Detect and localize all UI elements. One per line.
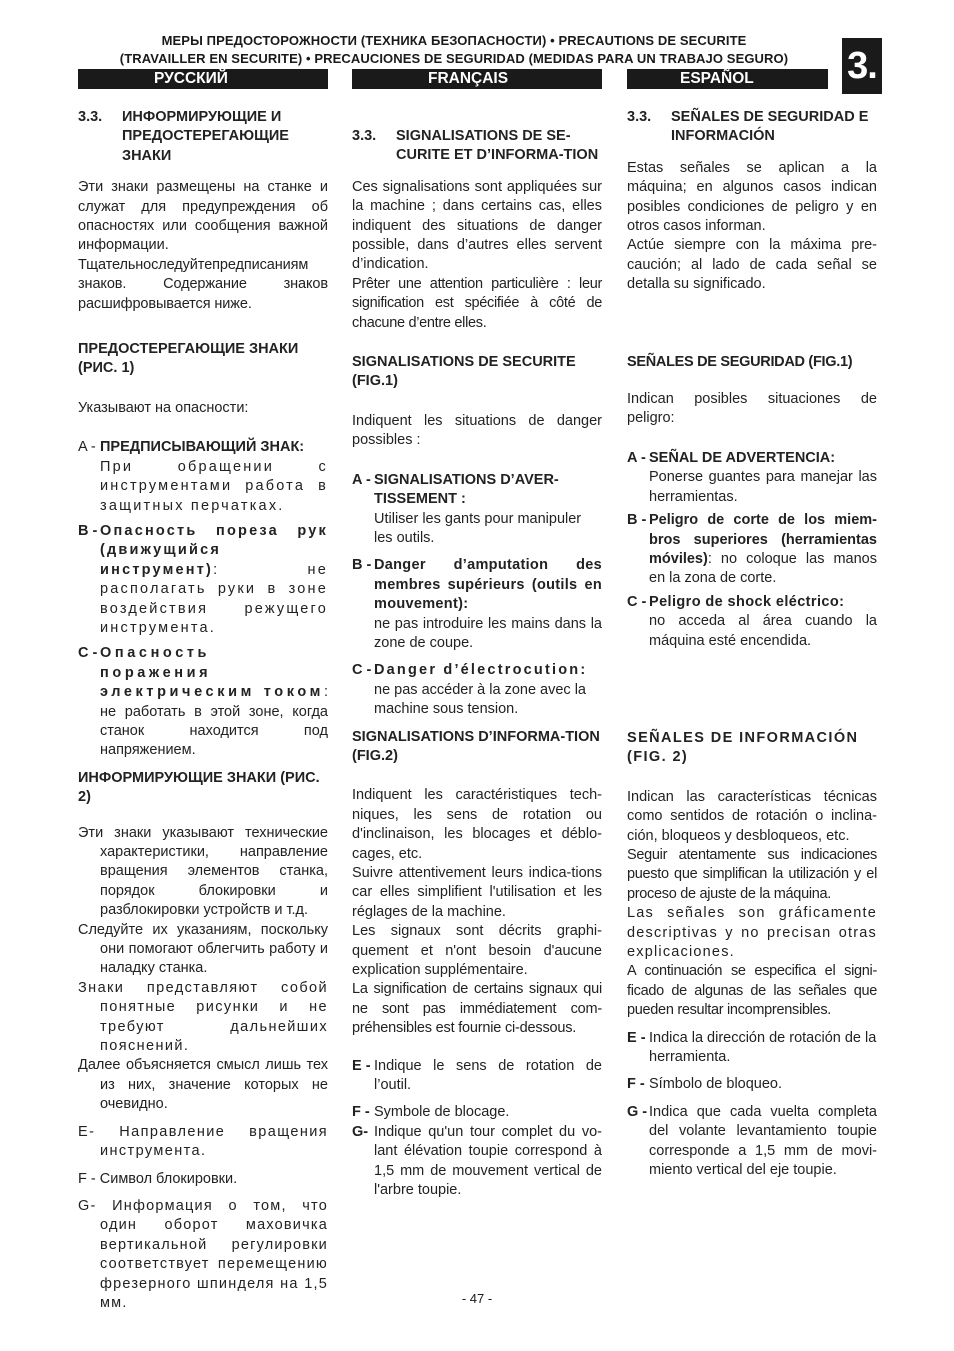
item-bold: Peligro de shock eléctrico:	[649, 593, 845, 610]
warning-intro: Indiquent les situations de danger possibles :	[352, 412, 602, 449]
item-text: Indique le sens de rotation de l’outil.	[374, 1057, 602, 1094]
section-number: 3.3.	[78, 109, 103, 125]
item-text: ne pas accéder à la zone avec la machine sous tension.	[374, 681, 586, 718]
item-label: G-	[352, 1123, 369, 1140]
info-paragraph: Indiquent les caractéristiques tech-niques, les sens de rotation ou d'inclinaison, les blocages et déblo-cages, etc.	[352, 787, 602, 862]
list-item-b	[627, 511, 877, 589]
list-item-f: F - Символ блокировки.	[78, 1170, 238, 1187]
intro-paragraph-2: Тщательноследуйтепредписаниям знаков. Содержание знаков расшифровывается ниже.	[78, 256, 328, 312]
chapter-badge: 3.	[842, 38, 882, 94]
info-paragraph: La signification de certains signaux qui ne sont pas immédiatement com-préhensibles est fournie ci-dessous.	[352, 981, 602, 1037]
item-bold: Peligro de corte de los miem-bros superiores (herramientas móviles)	[649, 512, 877, 567]
column-spanish	[627, 108, 877, 1180]
item-text: Símbolo de bloqueo.	[649, 1076, 783, 1093]
item-bold: ПРЕДПИСЫВАЮЩИЙ ЗНАК:	[100, 439, 305, 456]
warning-signs-heading: SIGNALISATIONS DE SECURITE (FIG.1)	[352, 354, 576, 390]
item-text: : не работать в этой зоне, когда станок находится под напряжением.	[100, 684, 328, 759]
header-line-1: МЕРЫ ПРЕДОСТОРОЖНОСТИ (ТЕХНИКА БЕЗОПАСНОСТИ) • PRECAUTIONS DE SECURITE	[161, 33, 747, 48]
item-label: B -	[627, 512, 647, 529]
item-bold: Danger d’amputation des membres supérieurs (outils en mouvement):	[374, 557, 602, 613]
warning-intro: Указывают на опасности:	[78, 399, 249, 416]
item-label: C -	[78, 645, 98, 662]
section-number: 3.3.	[352, 128, 377, 144]
item-label: C -	[627, 593, 647, 610]
list-item-c	[627, 593, 877, 651]
info-signs-heading: SIGNALISATIONS D’INFORMA-TION (FIG.2)	[352, 728, 600, 764]
item-label: F -	[352, 1104, 370, 1121]
column-french	[352, 127, 602, 1201]
list-item-c	[78, 644, 328, 760]
intro-paragraph-2: Actúe siempre con la máxima pre-caución; al lado de cada señal se detalla su significado.	[627, 237, 877, 293]
info-paragraph: Эти знаки указывают технические характеристики, направление вращения элементов станка, порядок блокировки и разблокировки устройств и т.д.	[78, 824, 328, 919]
list-item-g	[627, 1103, 877, 1181]
page-number: - 47 -	[461, 1291, 493, 1306]
warning-signs-heading: ПРЕДОСТЕРЕГАЮЩИЕ ЗНАКИ (РИС. 1)	[78, 341, 299, 377]
section-heading	[78, 108, 328, 166]
lang-bar-russian: РУССКИЙ	[78, 69, 328, 89]
list-item-f	[352, 1103, 602, 1122]
info-paragraph: Следуйте их указаниям, поскольку они помогают облегчить работу и наладку станка.	[78, 921, 328, 977]
item-text: : не располагать руки в зоне воздействия режущего инструмента.	[100, 561, 328, 636]
list-item-e	[352, 1057, 602, 1096]
list-item-g	[352, 1123, 602, 1201]
item-label: E -	[627, 1029, 646, 1046]
item-text: Symbole de blocage.	[374, 1104, 510, 1121]
info-paragraph: Suivre attentivement leurs indica-tions car elles simplifient l'utilisation et les réglages de la machine.	[352, 865, 602, 920]
item-bold: Опасность поражения электрическим током	[100, 645, 324, 701]
item-label: A -	[352, 471, 371, 488]
warning-signs-heading: SEÑALES DE SEGURIDAD (FIG.1)	[627, 353, 853, 370]
list-item-a	[78, 438, 328, 516]
item-bold: SIGNALISATIONS D’AVER-TISSEMENT :	[374, 471, 559, 508]
info-paragraph: Знаки представляют собой понятные рисунки и не требуют дальнейших пояснений.	[78, 979, 328, 1055]
list-item-a	[352, 471, 602, 549]
info-paragraph: A continuación se especifica el signi-ficado de algunas de las señales que pueden resultar incomprensibles.	[627, 963, 877, 1019]
section-heading	[627, 108, 877, 147]
item-bold: SEÑAL DE ADVERTENCIA:	[649, 449, 836, 466]
intro-paragraph-2: Prêter une attention particulière : leur signification est spécifiée à côté de chacune d’entre elles.	[352, 275, 602, 331]
item-text: При обращении с инструментами работа в защитных перчатках.	[100, 458, 328, 514]
item-text: Indica que cada vuelta completa del volante levantamiento toupie corresponde a 1,5 mm de movi-miento vertical del eje toupie.	[649, 1103, 877, 1179]
item-label: C -	[352, 662, 372, 679]
item-label: B -	[78, 522, 98, 539]
item-text: Indica la dirección de rotación de la herramienta.	[649, 1029, 877, 1066]
item-bold: Danger d’électrocution:	[374, 662, 588, 679]
section-title: SIGNALISATIONS DE SE-CURITE ET D’INFORMA-TION	[396, 128, 599, 164]
item-text: Ponerse guantes para manejar las herramientas.	[649, 469, 877, 505]
intro-paragraph: Estas señales se aplican a la máquina; en algunos casos indican posibles condiciones de peligro y en otros casos informan.	[627, 159, 877, 235]
item-bold: Опасность пореза рук (движущийся инструмент)	[100, 522, 328, 578]
info-paragraph: Seguir atentamente sus indicaciones puesto que simplifican la utilización y el proceso de ajuste de la máquina.	[627, 846, 877, 902]
item-text: Utiliser les gants pour manipuler les outils.	[374, 510, 582, 546]
list-item-f	[627, 1075, 877, 1094]
info-paragraph: Las señales son gráficamente descriptivas y no precisan otras explicaciones.	[627, 905, 877, 960]
intro-paragraph: Ces signalisations sont appliquées sur la machine ; dans certains cas, elles indiquent des situations de danger possible, dans d’autres elles servent d’indication.	[352, 178, 602, 273]
item-text: Indique qu'un tour complet du vo-lant élévation toupie correspond à 1,5 mm de mouvement vertical de l'arbre toupie.	[374, 1123, 602, 1199]
item-label: G -	[627, 1103, 648, 1120]
section-title: ИНФОРМИРУЮЩИЕ И ПРЕДОСТЕРЕГАЮЩИЕ ЗНАКИ	[122, 109, 289, 164]
intro-paragraph: Эти знаки размещены на станке и служат для предупреждения об опасностях или сообщения важной информации.	[78, 179, 328, 254]
section-heading	[352, 127, 602, 166]
info-paragraph: Indican las características técnicas como sentidos de rotación o inclina-ción, bloqueos y desbloqueos, etc.	[627, 788, 877, 844]
section-number: 3.3.	[627, 109, 652, 125]
list-item-a	[627, 449, 877, 507]
section-title: SEÑALES DE SEGURIDAD E INFORMACIÓN	[671, 109, 869, 145]
item-text: : no coloque las manos en la zona de corte.	[649, 550, 877, 587]
list-item-e	[627, 1029, 877, 1068]
item-text: ne pas introduire les mains dans la zone de coupe.	[374, 615, 602, 651]
item-text: no acceda al área cuando la máquina esté encendida.	[649, 613, 877, 649]
list-item-b	[78, 522, 328, 638]
info-paragraph: Les signaux sont décrits graphi-quement et n'ont besoin d'aucune explication supplémentaire.	[352, 923, 602, 979]
header-line-2: (TRAVAILLER EN SECURITE) • PRECAUCIONES DE SEGURIDAD (MEDIDAS PARA UN TRABAJO SEGURO)	[119, 51, 789, 66]
info-paragraph: Далее объясняется смысл лишь тех из них, значение которых не очевидно.	[78, 1057, 328, 1113]
list-item-e: E- Направление вращения инструмента.	[78, 1123, 328, 1160]
info-signs-heading: SEÑALES DE INFORMACIÓN (FIG. 2)	[627, 729, 859, 766]
column-russian	[78, 108, 328, 1313]
list-item-c	[352, 661, 602, 719]
item-label: A -	[78, 439, 96, 456]
item-label: E -	[352, 1057, 371, 1074]
info-signs-heading: ИНФОРМИРУЮЩИЕ ЗНАКИ (РИС. 2)	[78, 769, 320, 806]
lang-bar-french: FRANÇAIS	[352, 69, 602, 89]
warning-intro: Indican posibles situaciones de peligro:	[627, 391, 877, 427]
list-item-g: G- Информация о том, что один оборот маховичка вертикальной регулировки соответствует перемещению фрезерного шпинделя на 1,5 мм.	[78, 1197, 328, 1311]
item-label: A -	[627, 449, 646, 466]
list-item-b	[352, 556, 602, 653]
lang-bar-spanish: ESPAÑOL	[627, 69, 828, 89]
item-label: B -	[352, 557, 372, 574]
page-header	[80, 32, 828, 68]
item-label: F -	[627, 1076, 645, 1093]
